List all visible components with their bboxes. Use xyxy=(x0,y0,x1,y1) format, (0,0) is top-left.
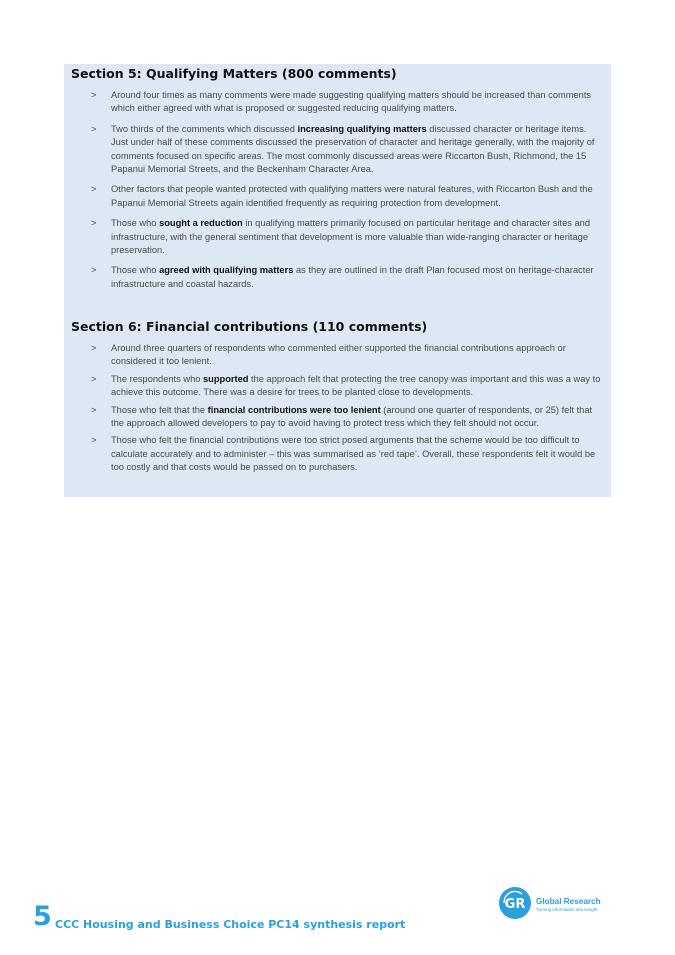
bullet-item xyxy=(91,342,603,369)
bullet-item xyxy=(91,183,603,210)
bullet-marker: > xyxy=(91,404,97,415)
bullet-emphasis: agreed with qualifying matters xyxy=(159,265,294,276)
logo-monogram: GR xyxy=(504,897,526,912)
bullet-emphasis: sought a reduction xyxy=(159,218,243,229)
bullet-text: Those who xyxy=(111,265,160,276)
bullet-emphasis: financial contributions were too lenient xyxy=(207,404,381,415)
bullet-text: Those who felt that the xyxy=(111,404,208,415)
bullet-item xyxy=(91,123,603,177)
bullet-text: in qualifying matters primarily focused on particular heritage and character sites and infrastructure, with the general sentiment that development is more valuable than wide-ranging character or heritage preservation. xyxy=(111,218,591,256)
bullet-text: as they are outlined in the draft Plan focused most on heritage-character infrastructure and coastal hazards. xyxy=(111,265,594,289)
section-5-title: Section 5: Qualifying Matters (800 comments) xyxy=(71,66,397,81)
bullet-item xyxy=(91,89,603,116)
section-6-bullets xyxy=(91,342,603,475)
bullet-marker: > xyxy=(91,90,97,100)
section-5-bullets xyxy=(91,89,603,291)
section-6-title: Section 6: Financial contributions (110 comments) xyxy=(71,319,428,334)
bullet-item xyxy=(91,217,603,257)
bullet-text: Those who xyxy=(111,218,160,229)
bullet-marker: > xyxy=(91,435,97,446)
bullet-text: discussed character or heritage items. Just under half of these comments discussed the preservation of character and heritage generally, with the majority of comments focused on specific areas. The most commonly discussed areas were Riccarton Bush, Richmond, the 15 Papanui Memorial Streets, and the Beckenham Character Area. xyxy=(111,123,595,175)
page-number: 5 xyxy=(33,901,52,932)
bullet-marker: > xyxy=(91,373,97,384)
bullet-text: Two thirds of the comments which discussed xyxy=(111,123,298,134)
bullet-marker: > xyxy=(91,343,97,353)
bullet-text: Around three quarters of respondents who commented either supported the financial contributions approach or considered it too lenient. xyxy=(111,343,566,367)
bullet-text: The respondents who xyxy=(111,373,203,384)
bullet-text: Other factors that people wanted protected with qualifying matters were natural features, with Riccarton Bush and the Papanui Memorial Streets again identified frequently as requiring protection from development. xyxy=(111,184,593,208)
bullet-marker: > xyxy=(91,218,97,229)
bullet-text: (around one quarter of respondents, or 25) felt that the approach allowed developers to pay to avoid having to protect tress which they felt should not occur. xyxy=(111,404,593,429)
report-title: CCC Housing and Business Choice PC14 synthesis report xyxy=(55,918,406,931)
bullet-item xyxy=(91,434,603,474)
logo-mark-icon xyxy=(498,886,532,920)
bullet-text: Around four times as many comments were made suggesting qualifying matters should be increased than comments which either agreed with what is proposed or suggested reducing qualifying matters. xyxy=(111,90,592,114)
bullet-emphasis: increasing qualifying matters xyxy=(297,123,427,134)
logo-name: Global Research xyxy=(536,897,601,906)
logo-tagline: Turning information into insight xyxy=(536,907,598,912)
bullet-marker: > xyxy=(91,265,97,276)
bullet-item xyxy=(91,404,603,431)
global-research-logo xyxy=(498,886,613,922)
bullet-item xyxy=(91,264,603,291)
bullet-marker: > xyxy=(91,123,97,134)
bullet-marker: > xyxy=(91,184,97,195)
bullet-text: Those who felt the financial contributions were too strict posed arguments that the scheme would be too difficult to calculate accurately and to administer – this was summarised as ‘red tape’. Overall, these respondents felt it would be too costly and that costs would be passed on to purchasers. xyxy=(111,435,596,473)
bullet-item xyxy=(91,373,603,400)
bullet-emphasis: supported xyxy=(203,373,249,384)
bullet-text: the approach felt that protecting the tree canopy was important and this was a way to achieve this outcome. There was a desire for trees to be planted close to developments. xyxy=(111,373,601,398)
